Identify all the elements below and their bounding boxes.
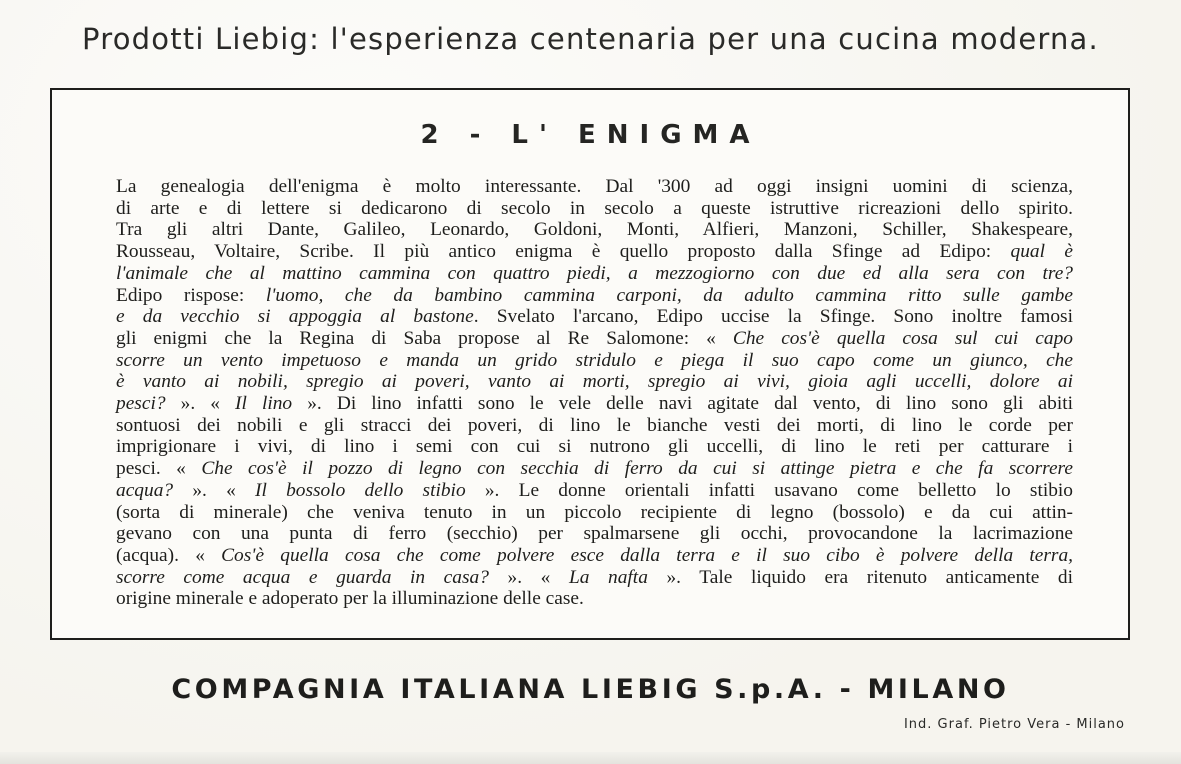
card-title: 2 - L' ENIGMA <box>420 120 761 150</box>
text-segment: (acqua). « <box>116 544 222 566</box>
text-segment: ». « <box>507 566 569 588</box>
text-segment: ». Di lino infatti sono le vele delle navi agitate dal vento, di lino sono gli abiti <box>307 393 1073 415</box>
text-line <box>116 523 1073 545</box>
italic-quote: pesci? <box>116 393 181 415</box>
text-segment: ». « <box>180 393 236 415</box>
text-line <box>116 567 1073 589</box>
company-name: COMPAGNIA ITALIANA LIEBIG S.p.A. - MILANO <box>171 674 1010 705</box>
text-segment: Rousseau, Voltaire, Scribe. Il più antico enigma è quello proposto dalla Sfinge ad Edipo: <box>116 241 1011 263</box>
text-segment: Edipo rispose: <box>116 284 266 306</box>
text-segment: La genealogia dell'enigma è molto interessante. Dal '300 ad oggi insigni uomini di scienza, <box>116 176 1073 197</box>
text-segment: gli enigmi che la Regina di Saba propose al Re Salomone: « <box>116 327 733 349</box>
italic-quote: e da vecchio si appoggia al bastone <box>116 306 474 328</box>
tagline: Prodotti Liebig: l'esperienza centenaria per una cucina moderna. <box>82 22 1099 56</box>
text-line <box>116 415 1073 437</box>
text-line <box>116 285 1073 307</box>
italic-quote: Che cos'è quella cosa sul cui capo <box>732 327 1073 349</box>
text-segment: pesci. « <box>116 458 202 480</box>
italic-quote: Cos'è quella cosa che come polvere esce dalla terra e il suo cibo è polvere della terra, <box>221 544 1073 566</box>
text-line <box>116 393 1073 415</box>
text-segment: gevano con una punta di ferro (secchio) per spalmarsene gli occhi, provocandone la lacrimazione <box>116 523 1073 545</box>
text-segment: ». Tale liquido era ritenuto anticamente di <box>666 566 1074 588</box>
text-line <box>116 263 1073 285</box>
text-line <box>116 176 1073 198</box>
italic-quote: Il bossolo dello stibio <box>255 479 485 501</box>
text-segment: sontuosi dei nobili e gli stracci dei poveri, di lino le bianche vesti dei morti, di lino le corde per <box>116 414 1073 436</box>
text-line <box>116 198 1073 220</box>
text-line <box>116 241 1073 263</box>
text-line <box>116 219 1073 241</box>
card-bottom-edge <box>0 752 1181 764</box>
text-line <box>116 480 1073 502</box>
italic-quote: Il lino <box>235 393 308 415</box>
body-text <box>116 176 1073 610</box>
text-segment: (sorta di minerale) che veniva tenuto in un piccolo recipiente di legno (bossolo) e da cui attin- <box>116 501 1073 523</box>
text-segment: ». Le donne orientali infatti usavano come belletto lo stibio <box>484 479 1074 501</box>
text-segment: imprigionare i vivi, di lino i semi con cui si nutrono gli uccelli, di lino le reti per catturare i <box>116 436 1073 458</box>
italic-quote: scorre come acqua e guarda in casa? <box>116 566 508 588</box>
text-line <box>116 436 1073 458</box>
text-line <box>116 545 1073 567</box>
italic-quote: è vanto ai nobili, spregio ai poveri, vanto ai morti, spregio ai vivi, gioia agli uccelli, dolore ai <box>116 371 1073 393</box>
text-line <box>116 502 1073 524</box>
italic-quote: qual è <box>1010 241 1073 263</box>
text-line <box>116 350 1073 372</box>
text-line <box>116 328 1073 350</box>
text-line <box>116 458 1073 480</box>
italic-quote: scorre un vento impetuoso e manda un grido stridulo e piega il suo capo come un giunco, che <box>116 349 1073 371</box>
italic-quote: La nafta <box>568 566 667 588</box>
italic-quote: l'animale che al mattino cammina con quattro piedi, a mezzogiorno con due ed alla sera con tre? <box>116 262 1073 284</box>
text-segment: ». « <box>192 479 255 501</box>
printer-credit: Ind. Graf. Pietro Vera - Milano <box>903 717 1125 732</box>
text-segment: origine minerale e adoperato per la illuminazione delle case. <box>116 588 584 610</box>
text-segment: di arte e di lettere si dedicarono di secolo in secolo a queste istruttive ricreazioni dello spirito. <box>116 197 1073 219</box>
text-segment: . Svelato l'arcano, Edipo uccise la Sfinge. Sono inoltre famosi <box>473 306 1073 328</box>
italic-quote: Che cos'è il pozzo di legno con secchia di ferro da cui si attinge pietra e che fa scorrere <box>201 458 1073 480</box>
italic-quote: acqua? <box>116 479 193 501</box>
text-line <box>116 588 1073 610</box>
text-line <box>116 371 1073 393</box>
text-line <box>116 306 1073 328</box>
italic-quote: l'uomo, che da bambino cammina carponi, da adulto cammina ritto sulle gambe <box>265 284 1073 306</box>
text-segment: Tra gli altri Dante, Galileo, Leonardo, Goldoni, Monti, Alfieri, Manzoni, Schiller, Shakespeare, <box>116 219 1073 241</box>
